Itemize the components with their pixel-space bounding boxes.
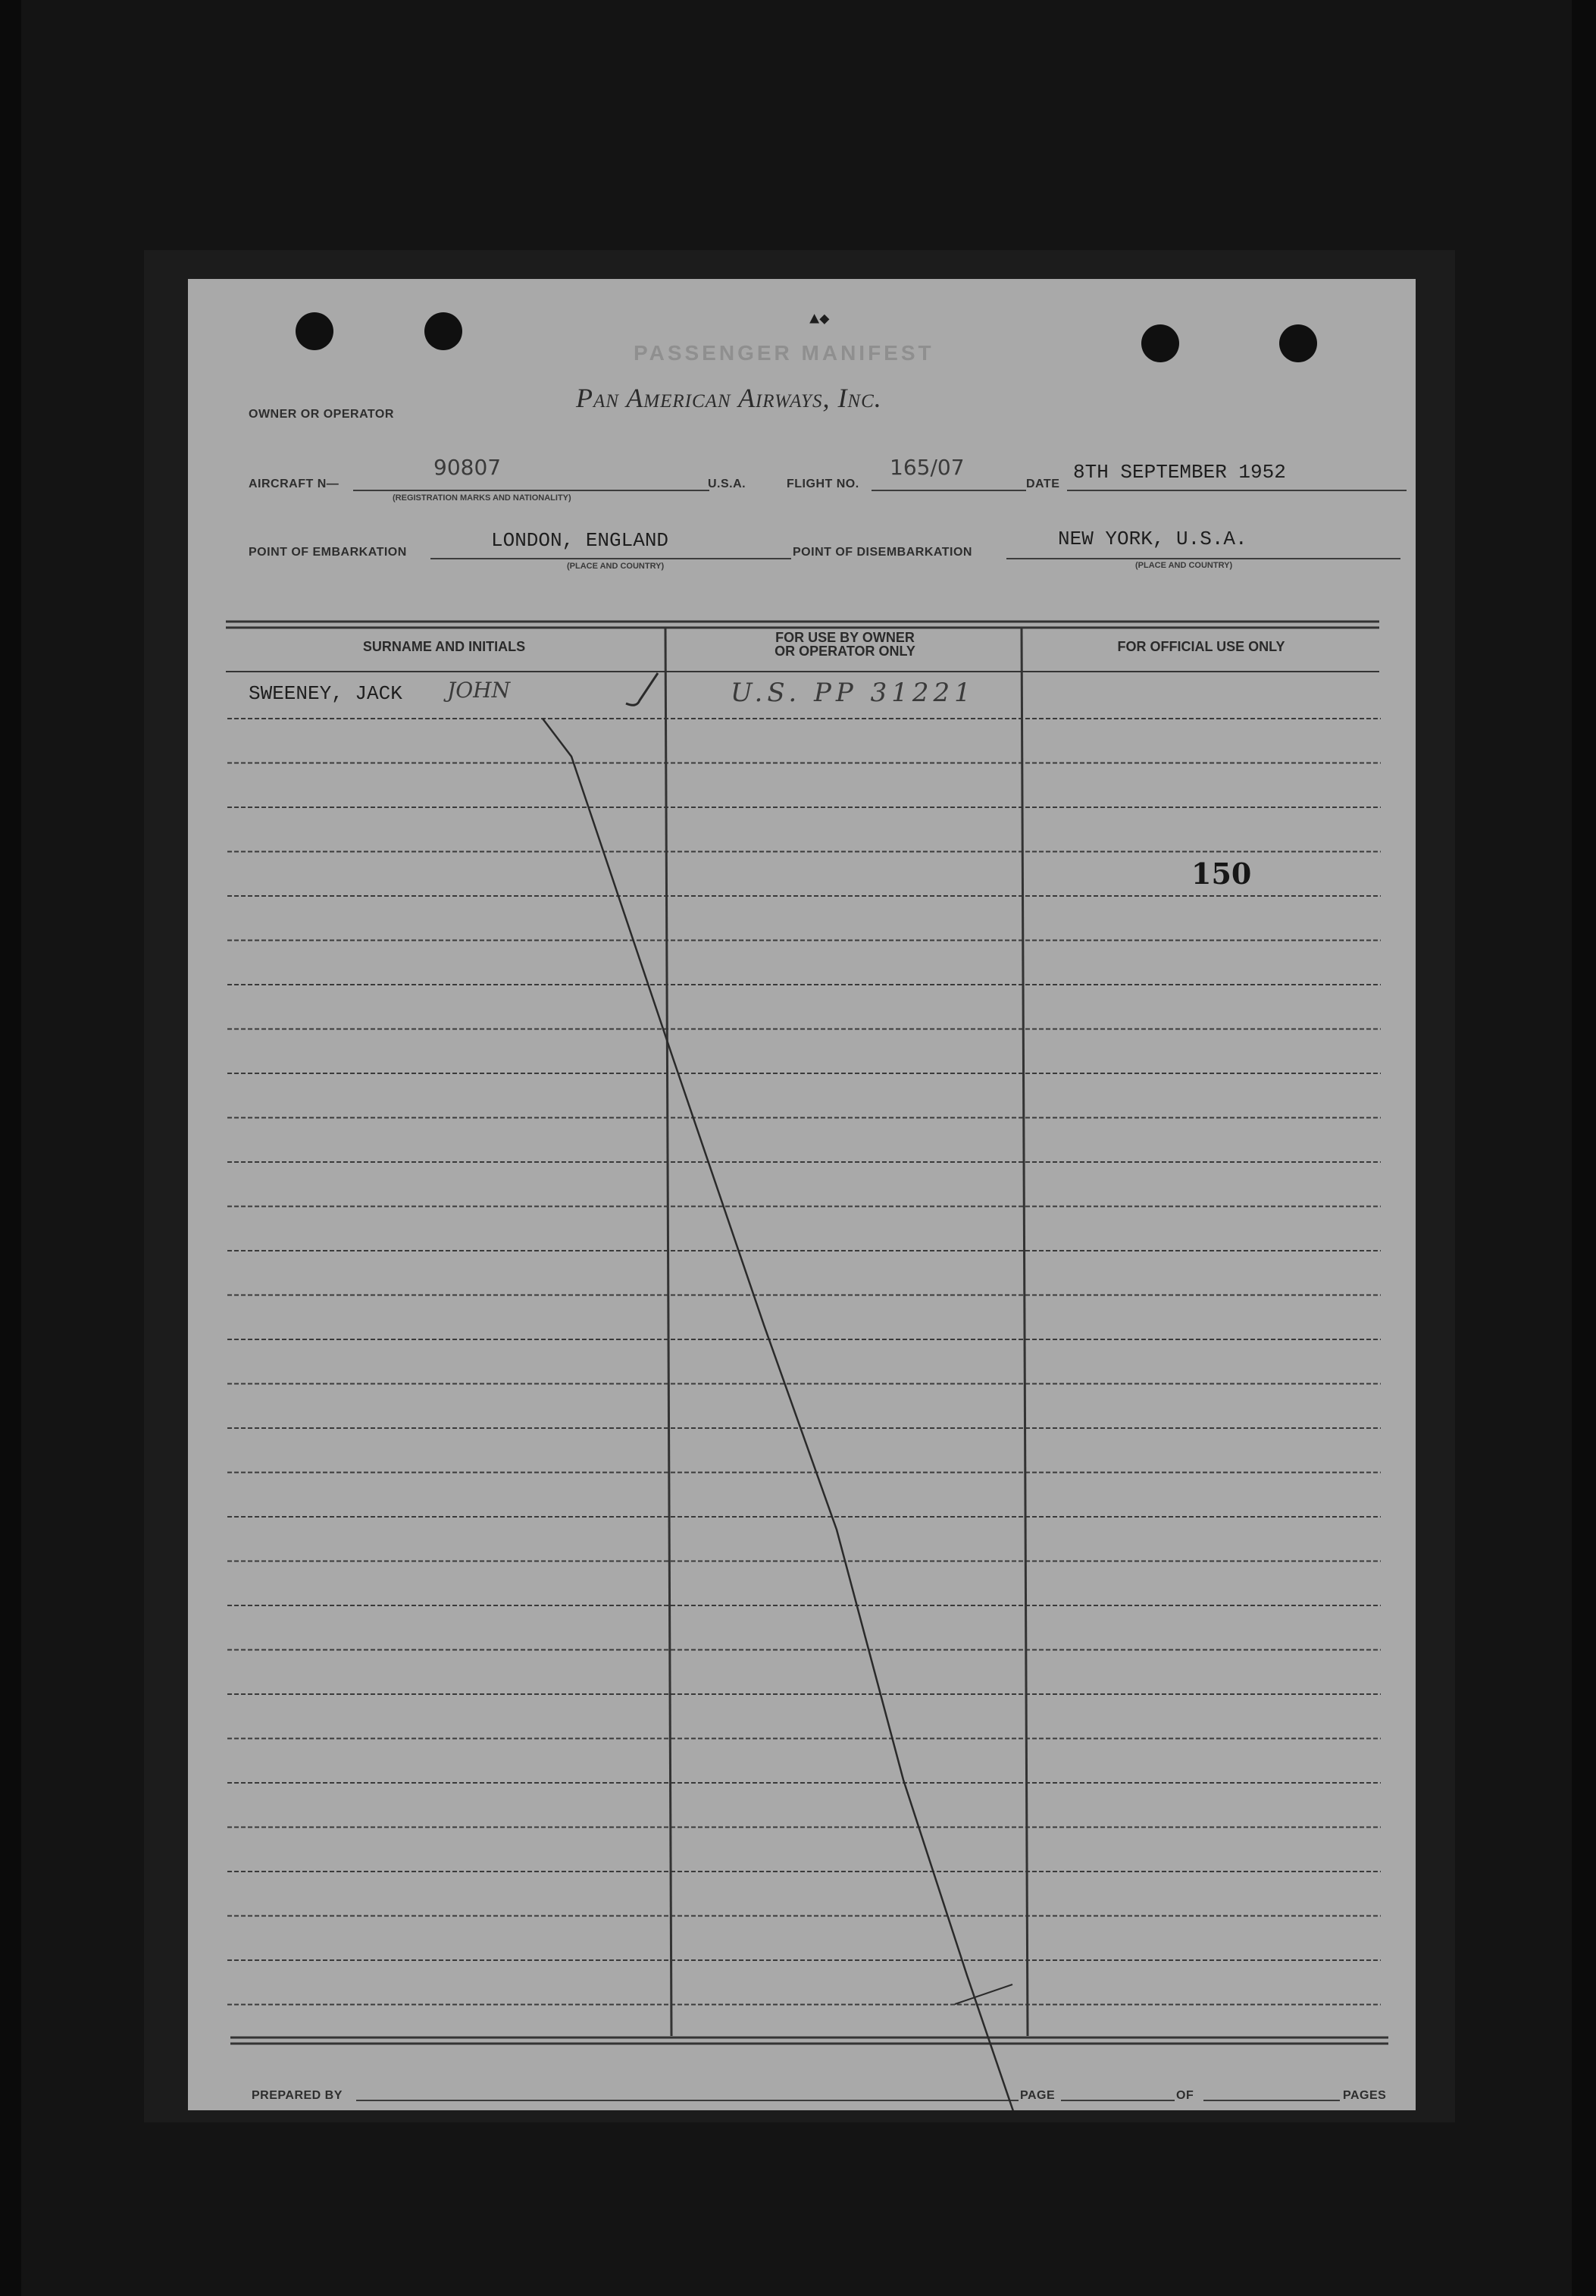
manifest-table-grid bbox=[188, 279, 1416, 2110]
check-mark bbox=[626, 673, 658, 705]
date-label: DATE bbox=[1026, 478, 1060, 490]
passenger-name-handwritten: JOHN bbox=[447, 678, 511, 703]
aircraft-value: 90807 bbox=[433, 455, 502, 480]
flight-label: FLIGHT NO. bbox=[787, 478, 859, 490]
cancel-stroke bbox=[543, 719, 1014, 2110]
column-divider-1 bbox=[665, 628, 671, 2036]
embarkation-label: POINT OF EMBARKATION bbox=[249, 546, 407, 559]
manifest-sheet bbox=[188, 279, 1416, 2110]
pages-label: PAGES bbox=[1343, 2089, 1387, 2102]
date-value: 8TH SEPTEMBER 1952 bbox=[1073, 461, 1286, 484]
of-label: OF bbox=[1176, 2089, 1194, 2102]
disembarkation-label: POINT OF DISEMBARKATION bbox=[793, 546, 972, 559]
column-header-surname: SURNAME AND INITIALS bbox=[362, 639, 526, 654]
cancel-tick bbox=[955, 1984, 1012, 2004]
form-title: PASSENGER MANIFEST bbox=[634, 341, 934, 365]
official-stamp-number: 150 bbox=[1191, 857, 1252, 891]
embarkation-caption: (PLACE AND COUNTRY) bbox=[567, 562, 665, 571]
disembarkation-value: NEW YORK, U.S.A. bbox=[1058, 528, 1247, 550]
page-label: PAGE bbox=[1020, 2089, 1056, 2102]
column-header-owner-line2: OR OPERATOR ONLY bbox=[775, 644, 915, 659]
embarkation-value: LONDON, ENGLAND bbox=[491, 529, 669, 552]
column-divider-2 bbox=[1022, 628, 1028, 2036]
flight-value: 165/07 bbox=[890, 455, 965, 480]
owner-label: OWNER OR OPERATOR bbox=[249, 408, 394, 421]
prepared-by-label: PREPARED BY bbox=[252, 2089, 343, 2102]
registration-caption: (REGISTRATION MARKS AND NATIONALITY) bbox=[393, 493, 571, 503]
column-header-owner-line1: FOR USE BY OWNER bbox=[775, 630, 915, 645]
column-header-official: FOR OFFICIAL USE ONLY bbox=[1117, 639, 1285, 654]
aircraft-label: AIRCRAFT N— bbox=[249, 478, 340, 490]
passenger-surname: SWEENEY, JACK bbox=[249, 682, 402, 705]
company-name: Pan American Airways, Inc. bbox=[576, 383, 882, 413]
nationality-label: U.S.A. bbox=[708, 478, 746, 490]
disembarkation-caption: (PLACE AND COUNTRY) bbox=[1135, 561, 1233, 570]
typed-marks: ▲◆ bbox=[809, 310, 830, 329]
passenger-passport-handwritten: U.S. PP 31221 bbox=[731, 678, 975, 708]
